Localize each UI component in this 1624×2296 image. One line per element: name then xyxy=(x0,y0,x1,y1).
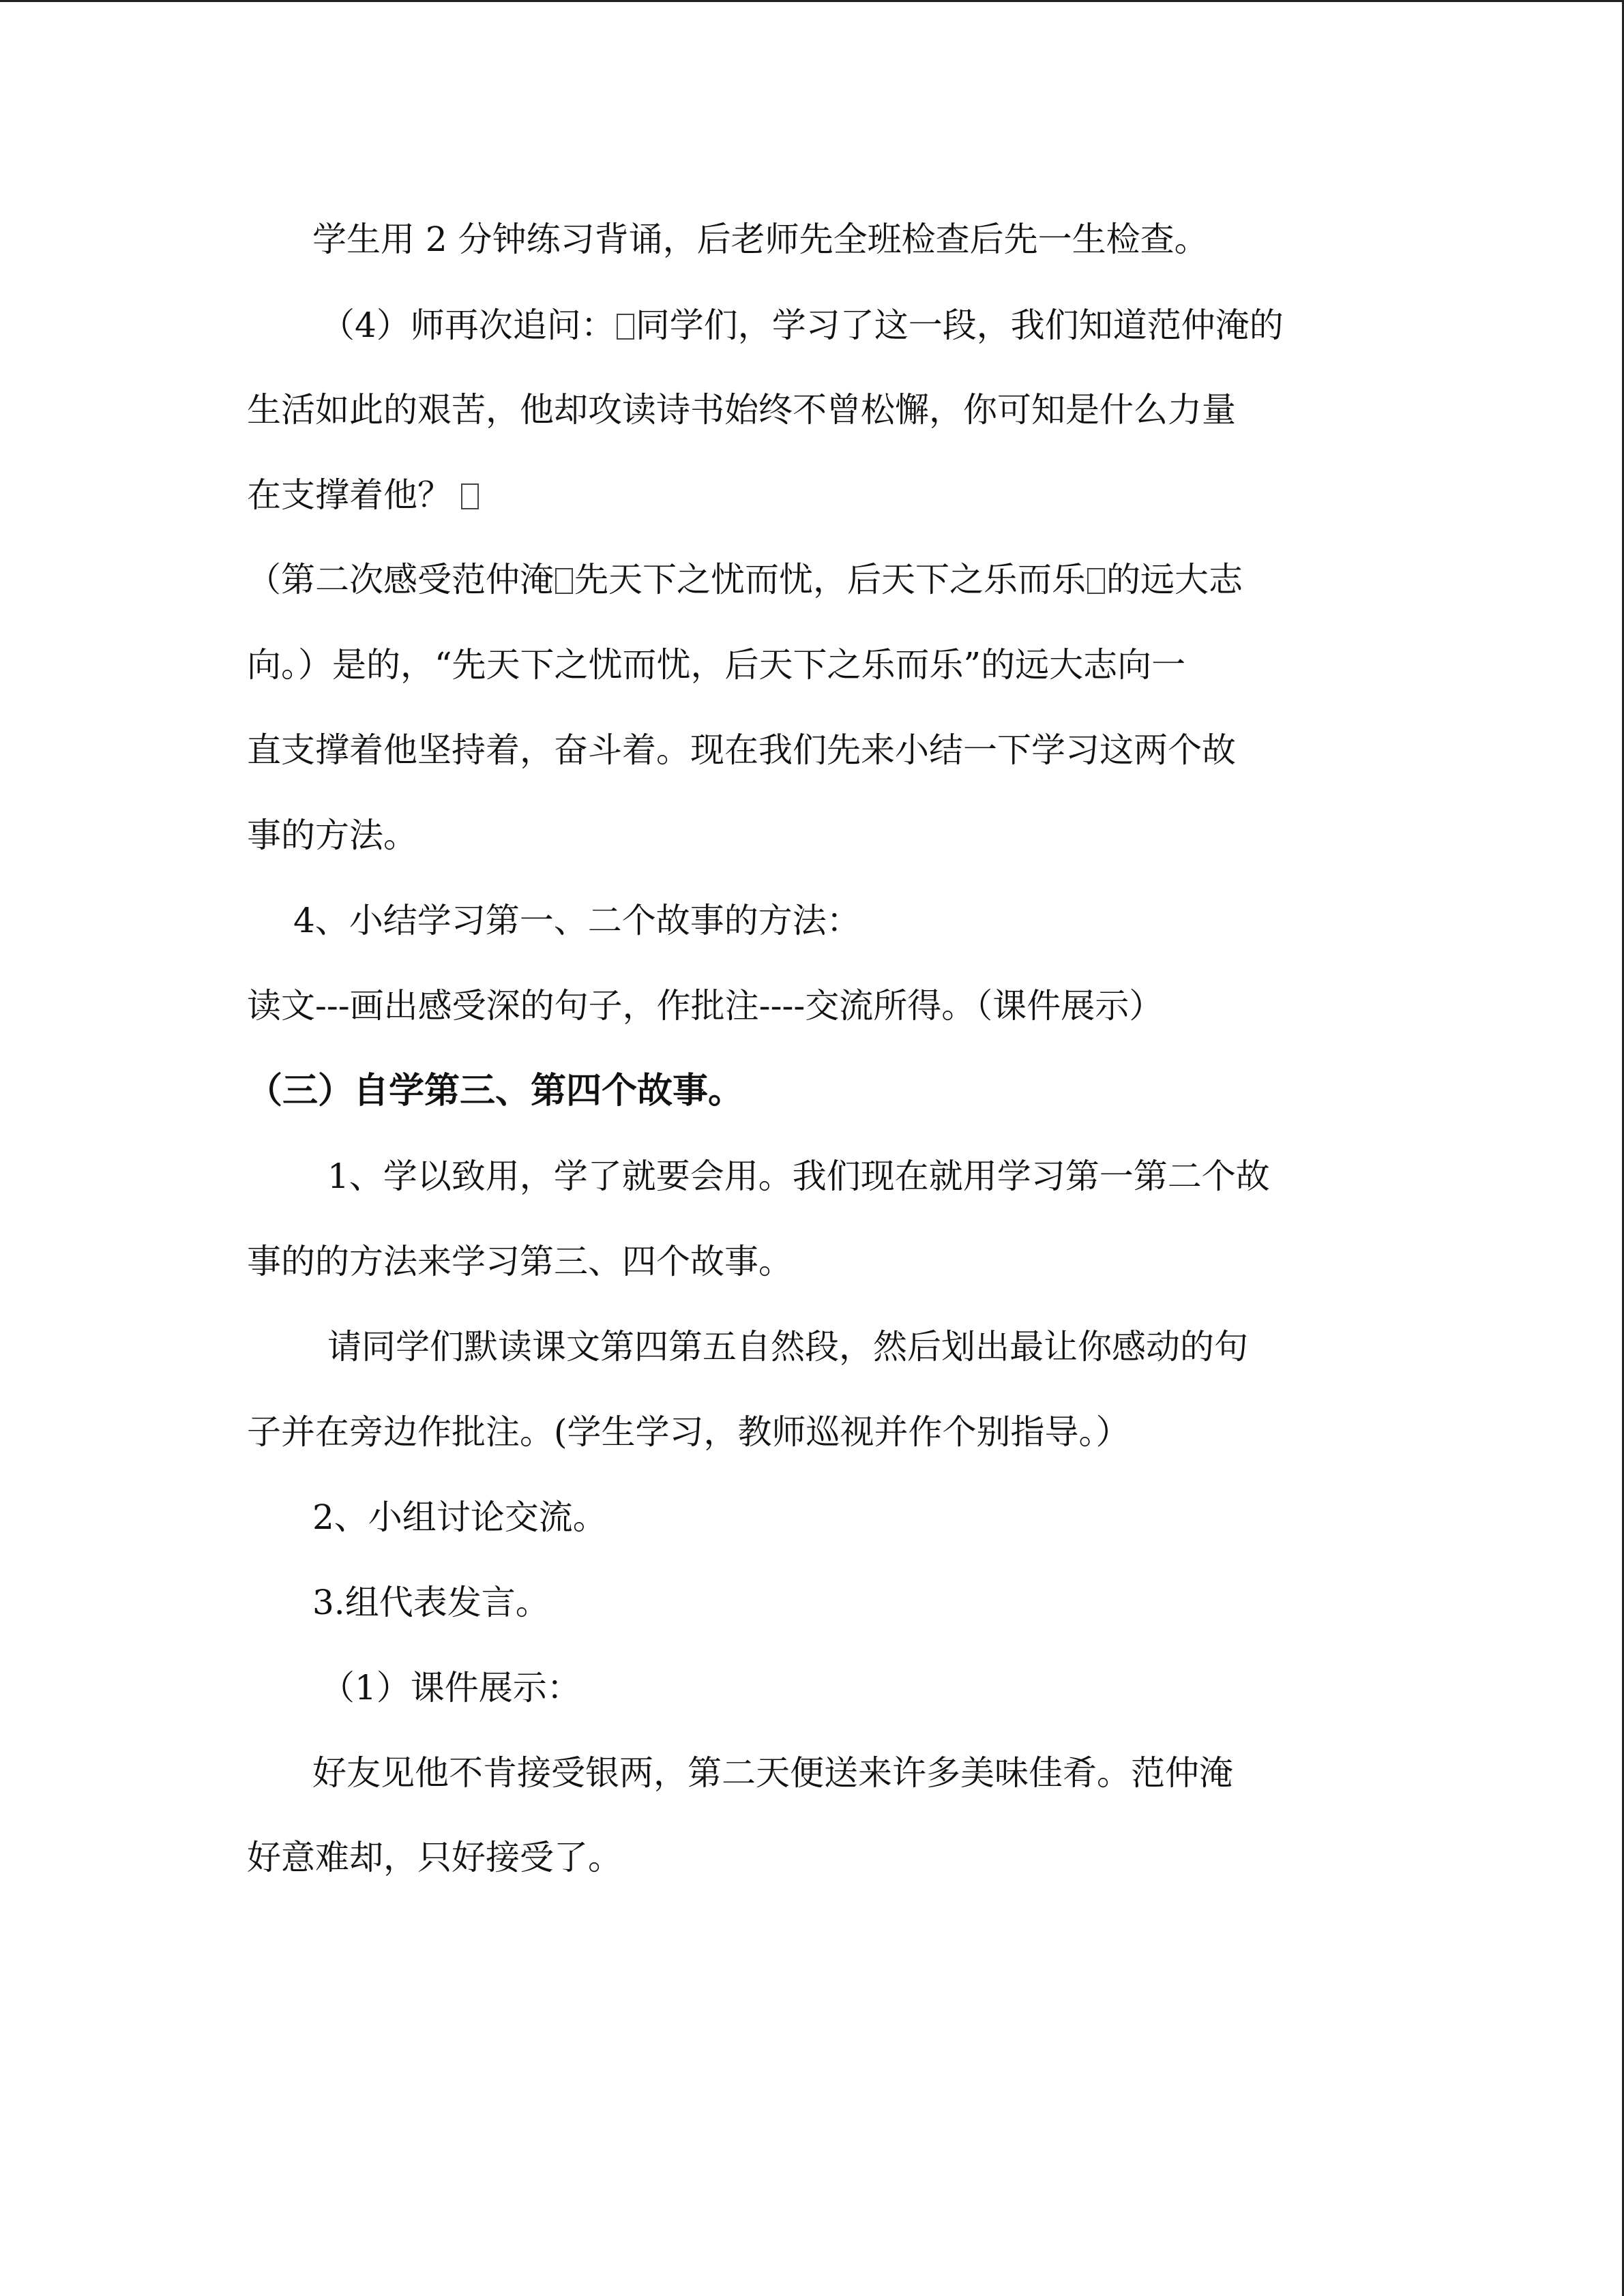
paragraph-line xyxy=(247,1241,793,1282)
missing-glyph-box xyxy=(617,314,634,340)
text: 的远大志 xyxy=(1106,560,1243,599)
text: 学生用 2 分钟练习背诵，后老师先全班检查后先一生检查。 xyxy=(312,220,1209,259)
text: 1、学以致用，学了就要会用。我们现在就用学习第一第二个故 xyxy=(327,1157,1270,1196)
paragraph-line xyxy=(327,1156,1270,1197)
paragraph-line xyxy=(247,1837,622,1878)
text: 好意难却，只好接受了。 xyxy=(247,1838,622,1877)
text: 向。）是的，“先天下之忧而忧，后天下之乐而乐”的远大志向一 xyxy=(247,645,1186,685)
page-border-top xyxy=(0,0,1624,2)
paragraph-line xyxy=(247,985,1163,1026)
paragraph-line xyxy=(321,305,1284,346)
paragraph-line xyxy=(312,1582,550,1623)
text: 子并在旁边作批注。(学生学习，教师巡视并作个别指导。） xyxy=(247,1412,1130,1452)
paragraph-line xyxy=(247,815,417,856)
paragraph-line xyxy=(312,1497,607,1538)
text: （4）师再次追问： xyxy=(321,305,615,345)
text: 生活如此的艰苦，他却攻读诗书始终不曾松懈，你可知是什么力量 xyxy=(247,390,1236,430)
text: 在支撑着他？ xyxy=(247,475,452,515)
paragraph-line xyxy=(247,389,1236,430)
missing-glyph-box xyxy=(555,568,573,594)
paragraph-line xyxy=(247,1412,1130,1452)
text: 4、小结学习第一、二个故事的方法： xyxy=(293,901,861,940)
text: 直支撑着他坚持着，奋斗着。现在我们先来小结一下学习这两个故 xyxy=(247,730,1236,770)
text: 请同学们默读课文第四第五自然段，然后划出最让你感动的句 xyxy=(327,1327,1248,1367)
text: 事的的方法来学习第三、四个故事。 xyxy=(247,1242,793,1281)
text: 2、小组讨论交流。 xyxy=(312,1497,607,1537)
text: 同学们，学习了这一段，我们知道范仲淹的 xyxy=(635,305,1284,345)
paragraph-line xyxy=(247,730,1236,771)
paragraph-line xyxy=(247,475,480,516)
text: 好友见他不肯接受银两，第二天便送来许多美味佳肴。范仲淹 xyxy=(312,1753,1233,1793)
paragraph-line xyxy=(312,1753,1233,1793)
missing-glyph-box xyxy=(1087,568,1105,594)
missing-glyph-box xyxy=(461,483,479,509)
text: （第二次感受范仲淹 xyxy=(247,560,554,599)
paragraph-line xyxy=(327,1326,1248,1367)
paragraph-line xyxy=(247,644,1185,685)
paragraph-line xyxy=(312,219,1209,260)
paragraph-line xyxy=(321,1667,581,1708)
text: 读文---画出感受深的句子，作批注----交流所得。（课件展示） xyxy=(247,986,1164,1026)
section-heading xyxy=(247,1071,743,1112)
text: 事的方法。 xyxy=(247,816,417,855)
text: 3.组代表发言。 xyxy=(312,1583,550,1622)
text: 先天下之忧而忧，后天下之乐而乐 xyxy=(574,560,1086,599)
text: （1）课件展示： xyxy=(321,1668,581,1708)
paragraph-line xyxy=(247,559,1243,600)
heading-text: （三）自学第三、第四个故事。 xyxy=(247,1070,744,1112)
paragraph-line xyxy=(293,900,861,941)
